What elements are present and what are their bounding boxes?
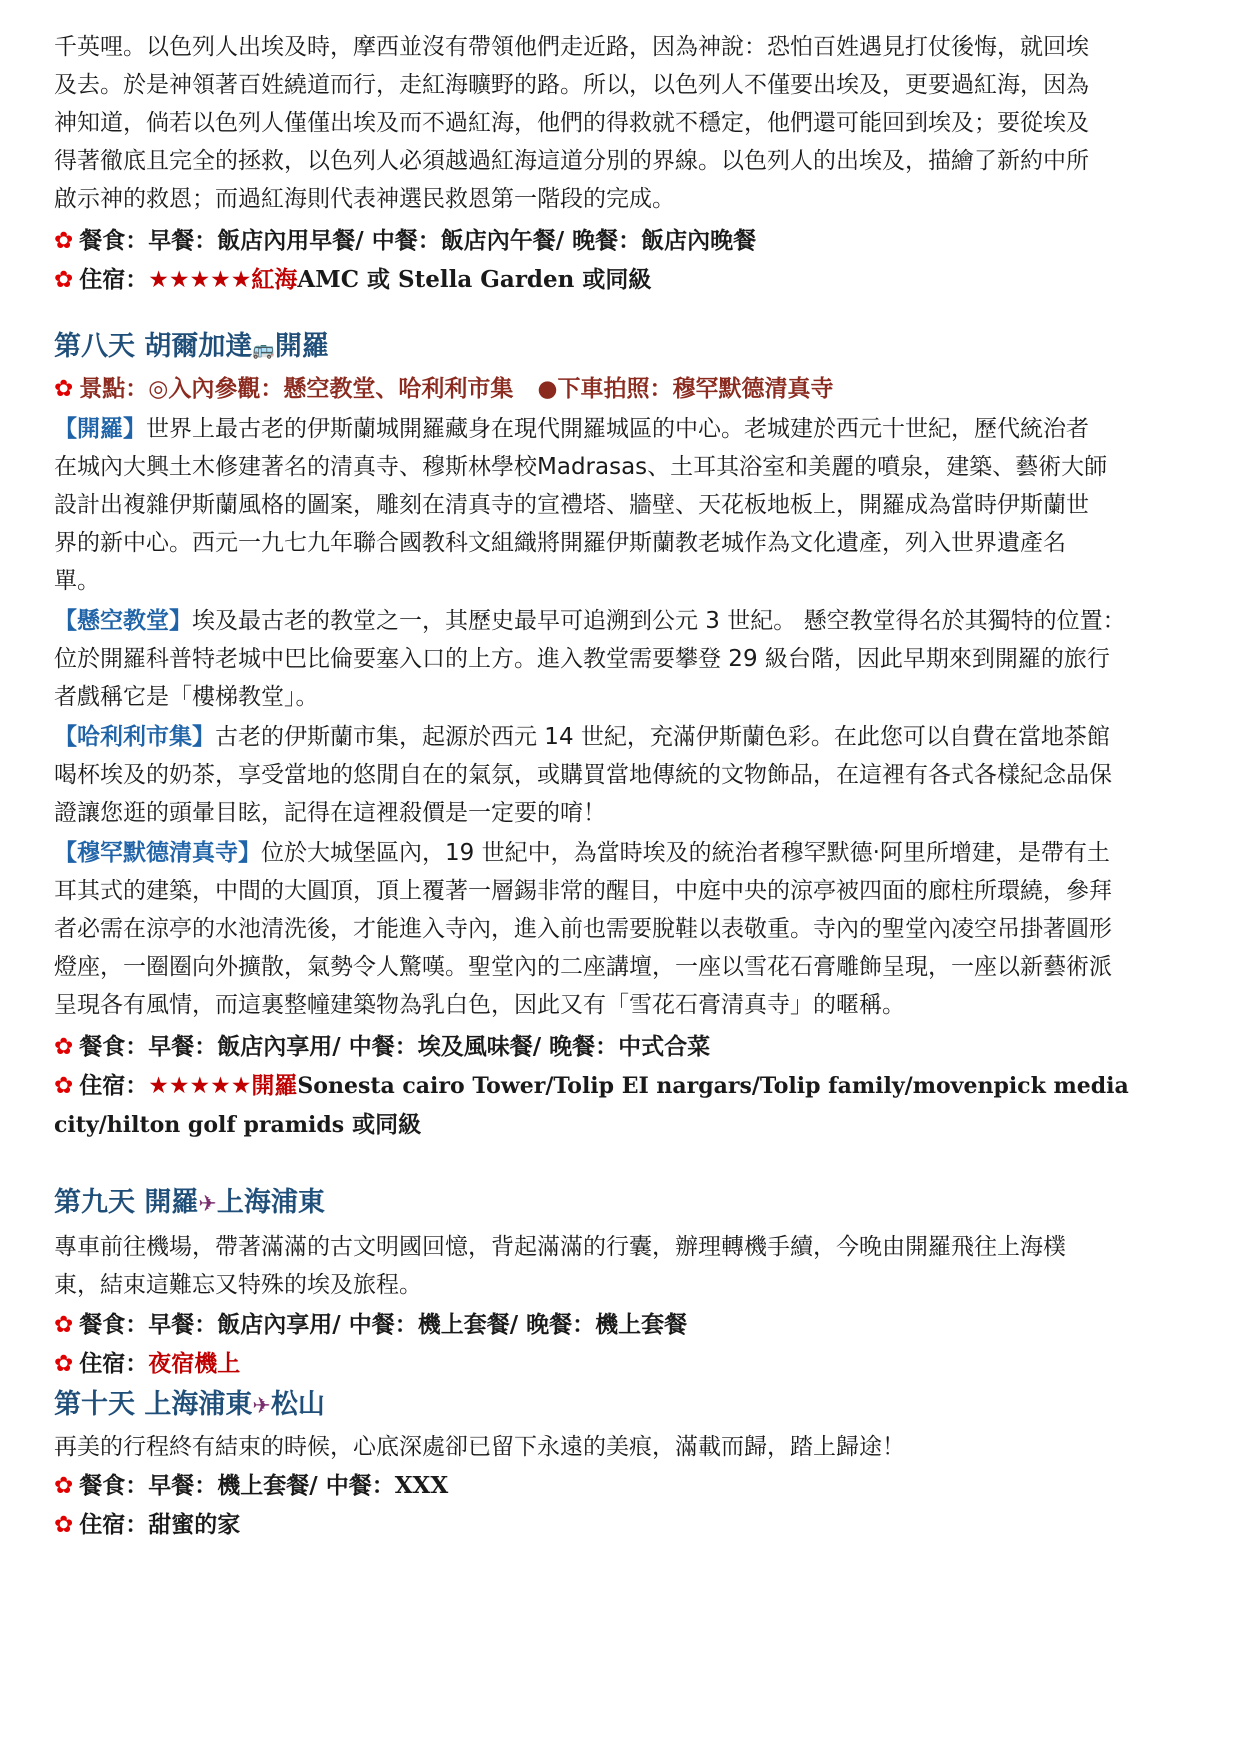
hotel-text: 住宿：甜蜜的家 [79,1512,241,1538]
cairo-line-4: 界的新中心。西元一九七九年聯合國教科文組織將開羅伊斯蘭教老城作為文化遺產，列入世界遺產名 [54,530,1066,556]
day8-title [54,328,1194,369]
day10-hotel [54,1506,1194,1544]
day10-title-from: 第十天 上海浦東 [54,1389,253,1420]
plane-icon: ✈ [198,1192,217,1217]
bazaar-line-2: 喝杯埃及的奶茶，享受當地的悠閒自在的氣氛，或購買當地傳統的文物飾品，在這裡有各式各樣紀念品保 [54,762,1112,788]
meals-text: 餐食：早餐：飯店內享用/ 中餐：機上套餐/ 晚餐：機上套餐 [79,1312,688,1338]
hotel-name: Sonesta cairo Tower/Tolip EI nargars/Tolip family/movenpick media [297,1073,1129,1099]
spots-photo: ●下車拍照：穆罕默德清真寺 [537,376,834,402]
intro-meals [54,222,1194,260]
mosque-line-3: 者必需在涼亭的水池清洗後，才能進入寺內，進入前也需要脫鞋以表敬重。寺內的聖堂內凌空吊掛著圓形 [54,916,1112,942]
flower-icon: ✿ [54,376,74,402]
church-line-1 [54,602,1194,640]
day10-line: 再美的行程終有結束的時候，心底深處卻已留下永遠的美痕，滿載而歸，踏上歸途！ [54,1434,905,1460]
cairo-line-3: 設計出複雜伊斯蘭風格的圖案，雕刻在清真寺的宣禮塔、牆壁、天花板地板上，開羅成為當時伊斯蘭世 [54,492,1089,518]
flower-icon: ✿ [54,1073,74,1099]
hotel-label: 住宿： [79,1351,149,1377]
meals-text: 餐食：早餐：機上套餐/ 中餐： [79,1473,395,1499]
flower-icon: ✿ [54,267,74,293]
intro-line-3: 神知道，倘若以色列人僅僅出埃及而不過紅海，他們的得救就不穩定，他們還可能回到埃及；要從埃及 [54,110,1089,136]
intro-hotel [54,261,1194,299]
church-text: 埃及最古老的教堂之一，其歷史最早可追溯到公元 3 世紀。 懸空教堂得名於其獨特的位置： [192,608,1126,634]
bazaar-line-1 [54,718,1194,756]
intro-line-2: 及去。於是神領著百姓繞道而行，走紅海曠野的路。所以，以色列人不僅要出埃及，更要過紅海，因為 [54,72,1089,98]
spots-label: 景點： [79,376,149,402]
church-heading: 【懸空教堂】 [54,608,192,634]
flower-icon: ✿ [54,1312,74,1338]
day9-title-to: 上海浦東 [216,1187,325,1218]
day8-title-to: 開羅 [274,331,329,362]
plane-icon: ✈ [252,1394,271,1419]
church-line-2: 位於開羅科普特老城中巴比倫要塞入口的上方。進入教堂需要攀登 29 級台階，因此早期來到開羅的旅行 [54,646,1110,672]
cairo-text: 世界上最古老的伊斯蘭城開羅藏身在現代開羅城區的中心。老城建於西元十世紀，歷代統治者 [146,416,1089,442]
day10-title [54,1386,1194,1426]
day8-title-from: 第八天 胡爾加達 [54,331,253,362]
day9-title [54,1184,1194,1224]
intro-line-5: 啟示神的救恩；而過紅海則代表神選民救恩第一階段的完成。 [54,186,675,212]
hotel-label: 住宿： [79,1073,149,1099]
day10-title-to: 松山 [270,1389,325,1420]
cairo-line-2: 在城內大興土木修建著名的清真寺、穆斯林學校Madrasas、土耳其浴室和美麗的噴泉，建築、藝術大師 [54,454,1108,480]
bazaar-heading: 【哈利利市集】 [54,724,215,750]
meals-placeholder: XXX [394,1472,449,1499]
day9-line-1: 專車前往機場，帶著滿滿的古文明國回憶，背起滿滿的行囊，辦理轉機手續，今晚由開羅飛往上海樸 [54,1234,1066,1260]
bazaar-line-3: 證讓您逛的頭暈目眩，記得在這裡殺價是一定要的唷！ [54,800,606,826]
mosque-line-1 [54,834,1194,872]
cairo-heading: 【開羅】 [54,416,146,442]
mosque-heading: 【穆罕默德清真寺】 [54,840,261,866]
flower-icon: ✿ [54,1473,74,1499]
day8-hotel [54,1067,1194,1105]
intro-line-1: 千英哩。以色列人出埃及時，摩西並沒有帶領他們走近路，因為神說：恐怕百姓遇見打仗後悔，就回埃 [54,34,1089,60]
meals-text: 餐食：早餐：飯店內享用/ 中餐：埃及風味餐/ 晚餐：中式合菜 [79,1034,711,1060]
cairo-line-1 [54,410,1194,448]
day9-title-from: 第九天 開羅 [54,1187,199,1218]
flower-icon: ✿ [54,1034,74,1060]
hotel-name-cont: city/hilton golf pramids [54,1112,345,1138]
day9-meals [54,1306,1194,1344]
hotel-name: AMC 或 Stella Garden [297,266,575,293]
hotel-value: 夜宿機上 [148,1351,241,1377]
mosque-line-2: 耳其式的建築，中間的大圓頂，頂上覆著一層錫非常的醒目，中庭中央的涼亭被四面的廊柱所環繞，參拜 [54,878,1112,904]
flower-icon: ✿ [54,1351,74,1377]
day8-meals [54,1028,1194,1066]
hotel-stars: ★★★★★紅海 [148,267,298,293]
day8-hotel-cont [54,1106,1194,1144]
flower-icon: ✿ [54,1512,74,1538]
cairo-line-5: 單。 [54,568,100,594]
day9-line-2: 東，結束這難忘又特殊的埃及旅程。 [54,1272,422,1298]
meals-text: 餐食：早餐：飯店內用早餐/ 中餐：飯店內午餐/ 晚餐：飯店內晚餐 [79,228,757,254]
hotel-suffix: 或同級 [344,1112,422,1138]
church-line-3: 者戲稱它是「樓梯教堂」。 [54,684,319,710]
spots-visit: ◎入內參觀：懸空教堂、哈利利市集 [148,376,514,402]
intro-line-4: 得著徹底且完全的拯救，以色列人必須越過紅海這道分別的界線。以色列人的出埃及，描繪了新約中所 [54,148,1089,174]
hotel-suffix: 或同級 [574,267,652,293]
hotel-stars: ★★★★★開羅 [148,1073,298,1099]
day10-meals [54,1467,1194,1505]
bazaar-text: 古老的伊斯蘭市集，起源於西元 14 世紀，充滿伊斯蘭色彩。在此您可以自費在當地茶館 [215,724,1110,750]
hotel-label: 住宿： [79,267,149,293]
day9-hotel [54,1345,1194,1383]
flower-icon: ✿ [54,228,74,254]
mosque-line-5: 呈現各有風情，而這裏整幢建築物為乳白色，因此又有「雪花石膏清真寺」的暱稱。 [54,992,905,1018]
day8-spots [54,370,1194,408]
mosque-text: 位於大城堡區內，19 世紀中，為當時埃及的統治者穆罕默德‧阿里所增建，是帶有土 [261,840,1110,866]
bus-icon: 🚌 [252,339,275,360]
mosque-line-4: 燈座，一圈圈向外擴散，氣勢令人驚嘆。聖堂內的二座講壇，一座以雪花石膏雕飾呈現，一座以新藝術派 [54,954,1112,980]
